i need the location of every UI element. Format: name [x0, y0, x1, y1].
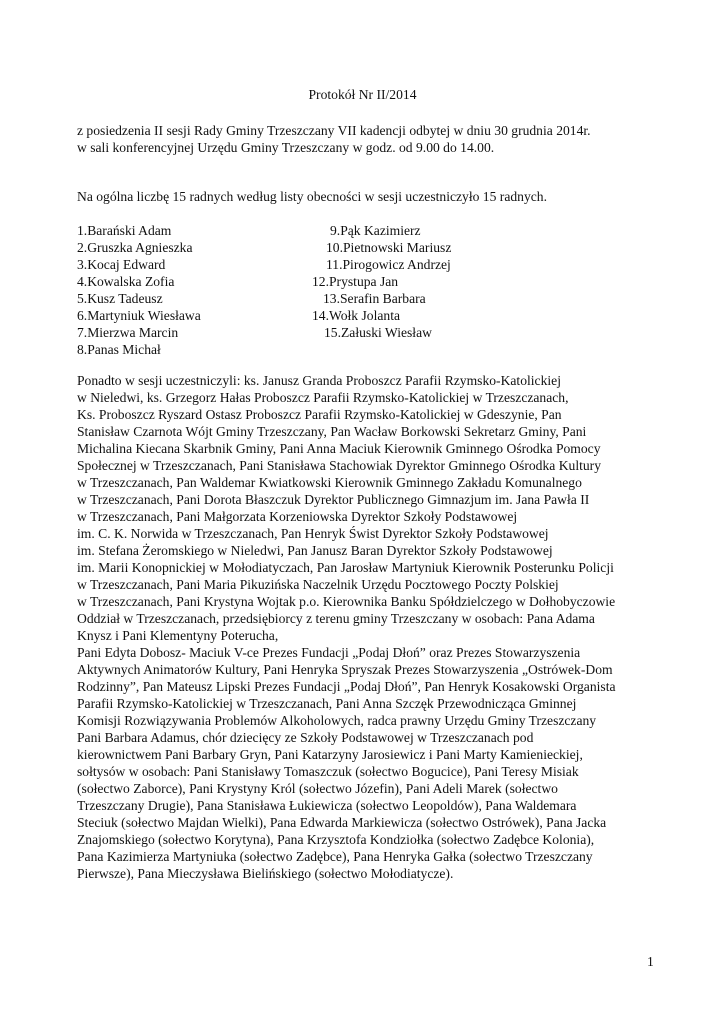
councillor-name: 8.Panas Michał — [77, 342, 161, 357]
guests-line: Społecznej w Trzeszczanach, Pani Stanisława Stachowiak Dyrektor Gminnego Ośrodka Kultury — [77, 458, 601, 473]
councillor-name: 9.Pąk Kazimierz — [330, 223, 421, 238]
intro-paragraph — [77, 122, 677, 156]
guests-line: w Trzeszczanach, Pani Krystyna Wojtak p.o. Kierownika Banku Spółdzielczego w Dołhobyczowie — [77, 594, 616, 609]
intro-line: z posiedzenia II sesji Rady Gminy Trzeszczany VII kadencji odbytej w dniu 30 grudnia 2014r. — [77, 123, 591, 138]
document-title: Protokół Nr II/2014 — [308, 87, 417, 102]
page-number: 1 — [647, 954, 654, 969]
guests-line: Michalina Kiecana Skarbnik Gminy, Pani Anna Maciuk Kierownik Gminnego Ośrodka Pomocy — [77, 441, 601, 456]
guests-line: w Nieledwi, ks. Grzegorz Hałas Proboszcz Parafii Rzymsko-Katolickiej w Trzeszczanach, — [77, 390, 569, 405]
guests-line: Ponadto w sesji uczestniczyli: ks. Janusz Granda Proboszcz Parafii Rzymsko-Katolickiej — [77, 373, 561, 388]
guests-line: w Trzeszczanach, Pan Waldemar Kwiatkowski Kierownik Gminnego Zakładu Komunalnego — [77, 475, 582, 490]
councillor-name: 11.Pirogowicz Andrzej — [326, 257, 451, 272]
guests-line: Rodzinny”, Pan Mateusz Lipski Prezes Fundacji „Podaj Dłoń”, Pan Henryk Kosakowski Organista — [77, 679, 616, 694]
councillor-name: 10.Pietnowski Mariusz — [326, 240, 452, 255]
guests-line: Trzeszczany Drugie), Pana Stanisława Łukiewicza (sołectwo Leopoldów), Pana Waldemara — [77, 798, 577, 813]
guests-line: Komisji Rozwiązywania Problemów Alkoholowych, radca prawny Urzędu Gminy Trzeszczany — [77, 713, 597, 728]
councillor-name: 7.Mierzwa Marcin — [77, 325, 179, 340]
guests-line: im. Marii Konopnickiej w Mołodiatyczach, Pan Jarosław Martyniuk Kierownik Posterunku Policji — [77, 560, 614, 575]
councillor-name: 13.Serafin Barbara — [323, 291, 426, 306]
councillor-name: 5.Kusz Tadeusz — [77, 291, 163, 306]
list-row — [77, 239, 677, 256]
list-row — [77, 290, 677, 307]
guests-line: sołtysów w osobach: Pani Stanisławy Tomaszczuk (sołectwo Bogucice), Pani Teresy Misiak — [77, 764, 579, 779]
list-row — [77, 341, 677, 358]
guests-line: Pani Barbara Adamus, chór dziecięcy ze Szkoły Podstawowej w Trzeszczanach pod — [77, 730, 534, 745]
list-row — [77, 273, 677, 290]
guests-line: Stanisław Czarnota Wójt Gminy Trzeszczany, Pan Wacław Borkowski Sekretarz Gminy, Pani — [77, 424, 587, 439]
guests-line: Pierwsze), Pana Mieczysława Bielińskiego (sołectwo Mołodiatycze). — [77, 866, 454, 881]
councillors-list — [77, 222, 677, 358]
guests-line: w Trzeszczanach, Pani Dorota Błaszczuk Dyrektor Publicznego Gimnazjum im. Jana Pawła II — [77, 492, 590, 507]
guests-line: Znajomskiego (sołectwo Korytyna), Pana Krzysztofa Kondziołka (sołectwo Zadębce Kolonia), — [77, 832, 595, 847]
list-row — [77, 324, 677, 341]
list-row — [77, 307, 677, 324]
councillor-name: 1.Barański Adam — [77, 223, 172, 238]
guests-line: (sołectwo Zaborce), Pani Krystyny Król (sołectwo Józefin), Pani Adeli Marek (sołectwo — [77, 781, 558, 796]
guests-line: Oddział w Trzeszczanach, przedsiębiorcy z terenu gminy Trzeszczany w osobach: Pana Adama — [77, 611, 595, 626]
guests-line: im. Stefana Żeromskiego w Nieledwi, Pan Janusz Baran Dyrektor Szkoły Podstawowej — [77, 543, 553, 558]
councillor-name: 6.Martyniuk Wiesława — [77, 308, 201, 323]
guests-line: im. C. K. Norwida w Trzeszczanach, Pan Henryk Świst Dyrektor Szkoły Podstawowej — [77, 526, 549, 541]
councillor-name: 2.Gruszka Agnieszka — [77, 240, 193, 255]
guests-line: Steciuk (sołectwo Majdan Wielki), Pana Edwarda Markiewicza (sołectwo Ostrówek), Pana Jacka — [77, 815, 607, 830]
guests-line: kierownictwem Pani Barbary Gryn, Pani Katarzyny Jarosiewicz i Pani Marty Kamienieckiej, — [77, 747, 583, 762]
guests-line: Ks. Proboszcz Ryszard Ostasz Proboszcz Parafii Rzymsko-Katolickiej w Gdeszynie, Pan — [77, 407, 562, 422]
councillor-name: 15.Załuski Wiesław — [324, 325, 432, 340]
attendance-line: Na ogólna liczbę 15 radnych według listy obecności w sesji uczestniczyło 15 radnych. — [77, 189, 547, 204]
guests-line: Aktywnych Animatorów Kultury, Pani Henryka Spryszak Prezes Stowarzyszenia „Ostrówek-Dom — [77, 662, 613, 677]
councillor-name: 3.Kocaj Edward — [77, 257, 166, 272]
councillor-name: 4.Kowalska Zofia — [77, 274, 175, 289]
guests-line: w Trzeszczanach, Pani Maria Pikuzińska Naczelnik Urzędu Pocztowego Poczty Polskiej — [77, 577, 559, 592]
guests-line: Pani Edyta Dobosz- Maciuk V-ce Prezes Fundacji „Podaj Dłoń” oraz Prezes Stowarzyszenia — [77, 645, 581, 660]
councillor-name: 14.Wołk Jolanta — [312, 308, 401, 323]
list-row — [77, 256, 677, 273]
guests-paragraph — [77, 372, 677, 882]
intro-line: w sali konferencyjnej Urzędu Gminy Trzeszczany w godz. od 9.00 do 14.00. — [77, 140, 495, 155]
guests-line: w Trzeszczanach, Pani Małgorzata Korzeniowska Dyrektor Szkoły Podstawowej — [77, 509, 518, 524]
councillor-name: 12.Prystupa Jan — [312, 274, 399, 289]
guests-line: Parafii Rzymsko-Katolickiej w Trzeszczanach, Pani Anna Szczęk Przewodnicząca Gminnej — [77, 696, 577, 711]
attendance-paragraph — [77, 188, 677, 205]
guests-line: Pana Kazimierza Martyniuka (sołectwo Zadębce), Pana Henryka Gałka (sołectwo Trzeszczany — [77, 849, 593, 864]
list-row — [77, 222, 677, 239]
guests-line: Knysz i Pani Klementyny Poterucha, — [77, 628, 279, 643]
